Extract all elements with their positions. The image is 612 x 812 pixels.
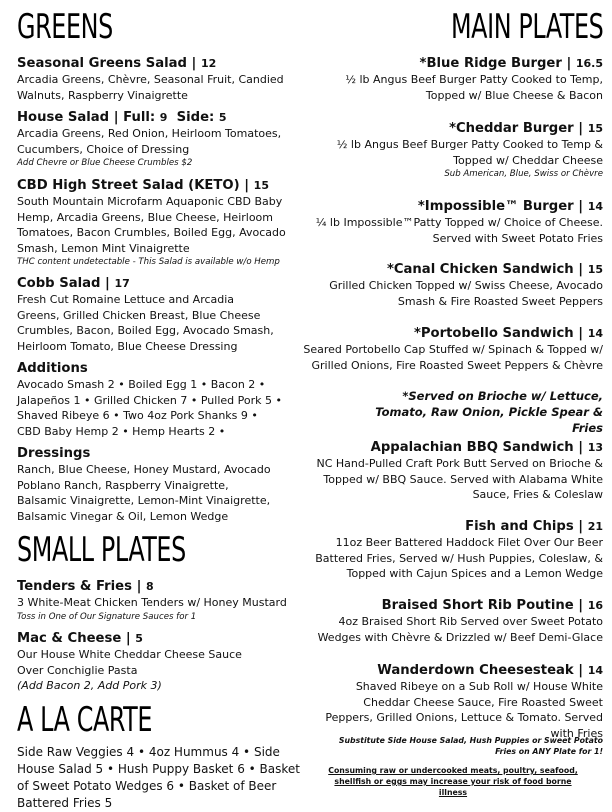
item-description: Grilled Chicken Topped w/ Swiss Cheese, Avocado Smash & Fire Roasted Sweet Peppers: [329, 279, 603, 308]
item-price: 12: [200, 57, 217, 70]
menu-item-portobello: [303, 325, 603, 373]
item-price: 21: [587, 520, 603, 533]
item-description: Arcadia Greens, Chèvre, Seasonal Fruit, Candied Walnuts, Raspberry Vinaigrette: [17, 73, 284, 102]
small-plates-heading: SMALL PLATES: [17, 530, 186, 570]
dressings-title: Dressings: [17, 446, 91, 461]
greens-heading: GREENS: [17, 7, 113, 47]
main-plates-heading: MAIN PLATES: [450, 7, 603, 47]
menu-item-fish-chips: [303, 518, 603, 582]
item-price: 5: [135, 632, 143, 645]
item-description: ½ lb Angus Beef Burger Patty Cooked to Temp, Topped w/ Blue Cheese & Bacon: [345, 73, 603, 102]
item-price: 15: [253, 179, 269, 192]
item-title: Fish and Chips |: [465, 519, 588, 534]
item-price: 16.5: [575, 57, 603, 70]
menu-item-canal-chicken: [303, 261, 603, 309]
menu-item-tenders: [17, 578, 309, 623]
item-price: 14: [587, 200, 603, 213]
item-note: Toss in One of Our Signature Sauces for 1: [17, 611, 197, 622]
substitute-note: Substitute Side House Salad, Hush Puppies or Sweet Potato Fries on ANY Plate for 1!: [338, 736, 603, 756]
item-title: *Cheddar Burger |: [449, 121, 588, 136]
item-title: Braised Short Rib Poutine |: [381, 598, 588, 613]
item-note: (Add Bacon 2, Add Pork 3): [17, 679, 162, 692]
item-description: 4oz Braised Short Rib Served over Sweet Potato Wedges with Chèvre & Drizzled w/ Beef Demi-Glace: [317, 615, 603, 644]
item-description: South Mountain Microfarm Aquaponic CBD Baby Hemp, Arcadia Greens, Blue Cheese, Heirloom Tomatoes, Bacon Crumbles, Boiled Egg, Avocado Smash, Lemon Mint Vinaigrette: [17, 195, 286, 255]
item-side-label: Side:: [167, 110, 219, 125]
item-title: Cobb Salad |: [17, 276, 115, 291]
item-description: Arcadia Greens, Red Onion, Heirloom Tomatoes, Cucumbers, Choice of Dressing: [17, 127, 282, 156]
item-description: ¼ lb Impossible™Patty Topped w/ Choice of Cheese. Served with Sweet Potato Fries: [315, 216, 603, 245]
brioche-note: *Served on Brioche w/ Lettuce, Tomato, Raw Onion, Pickle Spear & Fries: [375, 389, 603, 435]
item-price: 16: [587, 599, 603, 612]
item-description: 11oz Beer Battered Haddock Filet Over Our Beer Battered Fries, Served w/ Hush Puppies, Coleslaw, & Topped with Cajun Spices and a Lemon Wedge: [315, 536, 603, 580]
item-price: 17: [114, 277, 130, 290]
item-title: *Blue Ridge Burger |: [419, 56, 576, 71]
item-price: 15: [587, 263, 603, 276]
menu-item-bbq-sandwich: [303, 439, 603, 503]
menu-item-cobb-salad: [17, 275, 309, 354]
menu-item-short-rib-poutine: [303, 597, 603, 645]
menu-item-house-salad: [17, 109, 309, 169]
a-la-carte-list: Side Raw Veggies 4 • 4oz Hummus 4 • Side House Salad 5 • Hush Puppy Basket 6 • Basket of Sweet Potato Wedges 6 • Basket of Beer Battered Fries 5: [17, 745, 300, 810]
item-price: 14: [587, 664, 603, 677]
menu-item-mac-cheese: [17, 630, 309, 694]
item-price: 8: [145, 580, 154, 593]
additions-block: [17, 360, 309, 439]
item-title: Wanderdown Cheesesteak |: [377, 663, 588, 678]
menu-item-seasonal-greens: [17, 55, 309, 103]
a-la-carte-section: [17, 744, 309, 812]
item-title: Tenders & Fries |: [17, 579, 146, 594]
item-description: 3 White-Meat Chicken Tenders w/ Honey Mustard: [17, 596, 287, 609]
a-la-carte-heading: A LA CARTE: [17, 700, 153, 740]
item-description: NC Hand-Pulled Craft Pork Butt Served on Brioche & Topped w/ BBQ Sauce. Served with Alabama White Sauce, Fries & Coleslaw: [316, 457, 603, 501]
item-title: *Portobello Sandwich |: [413, 326, 588, 341]
item-price: 14: [587, 327, 603, 340]
item-price: 13: [587, 441, 603, 454]
item-title: Seasonal Greens Salad |: [17, 56, 201, 71]
menu-item-cheddar-burger: [303, 120, 603, 180]
additions-list: Avocado Smash 2 • Boiled Egg 1 • Bacon 2 • Jalapeños 1 • Grilled Chicken 7 • Pulled Pork 5 • Shaved Ribeye 6 • Two 4oz Pork Shanks 9 • CBD Baby Hemp 2 • Hemp Hearts 2 •: [17, 378, 282, 438]
item-title: CBD High Street Salad (KETO) |: [17, 178, 254, 193]
item-title: House Salad | Full:: [17, 110, 160, 125]
item-price: 15: [587, 122, 603, 135]
additions-title: Additions: [17, 361, 88, 376]
item-description: Seared Portobello Cap Stuffed w/ Spinach & Topped w/ Grilled Onions, Fire Roasted Sweet Peppers & Chèvre: [303, 343, 603, 372]
item-note: Add Chevre or Blue Cheese Crumbles $2: [17, 158, 193, 168]
item-price-side: 5: [218, 111, 227, 124]
item-title: Appalachian BBQ Sandwich |: [370, 440, 588, 455]
item-price-full: 9: [159, 111, 168, 124]
item-note: THC content undetectable - This Salad is available w/o Hemp: [17, 257, 280, 267]
item-description: ½ lb Angus Beef Burger Patty Cooked to Temp & Topped w/ Cheddar Cheese: [336, 138, 603, 167]
dressings-block: [17, 445, 309, 524]
item-title: *Canal Chicken Sandwich |: [386, 262, 588, 277]
item-note: Sub American, Blue, Swiss or Chèvre: [444, 169, 603, 179]
item-title: Mac & Cheese |: [17, 631, 136, 646]
dressings-list: Ranch, Blue Cheese, Honey Mustard, Avocado Poblano Ranch, Raspberry Vinaigrette, Balsamic Vinaigrette, Lemon-Mint Vinaigrette, Balsamic Vinegar & Oil, Lemon Wedge: [17, 463, 271, 523]
food-safety-warning: Consuming raw or undercooked meats, poultry, seafood, shellfish or eggs may increase your risk of food borne illness: [328, 766, 578, 797]
menu-item-cbd-salad: [17, 177, 309, 268]
menu-item-blue-ridge-burger: [303, 55, 603, 103]
menu-item-impossible-burger: [303, 198, 603, 246]
item-description: Our House White Cheddar Cheese Sauce Over Conchiglie Pasta: [17, 648, 242, 677]
item-title: *Impossible™ Burger |: [417, 199, 588, 214]
item-description: Shaved Ribeye on a Sub Roll w/ House White Cheddar Cheese Sauce, Fire Roasted Sweet Peppers, Grilled Onions, Lettuce & Tomato. Served with Fries: [325, 680, 603, 740]
item-description: Fresh Cut Romaine Lettuce and Arcadia Greens, Grilled Chicken Breast, Blue Cheese Crumbles, Bacon, Boiled Egg, Avocado Smash, Heirloom Tomato, Blue Cheese Dressing: [17, 293, 274, 353]
menu-item-cheesesteak: [303, 662, 603, 741]
